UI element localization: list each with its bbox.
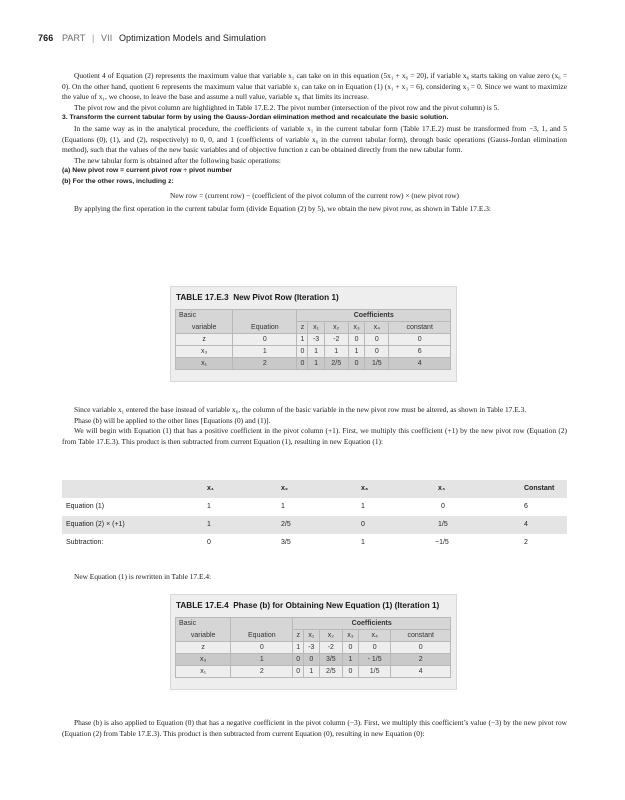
header-separator: | [91,33,95,43]
operation-b: (b) For the other rows, including z: [62,177,174,185]
paragraph: Phase (b) is also applied to Equation (0) that has a negative coefficient in the pivot column (−3). First, we multiply this coefficient’s value (−3) by the new pivot row (Equation (2) from Table 17.E.3). This product is then subtracted from current Equation (0), resulting in new Equation (0): [62,718,567,738]
col-header: x₄ [365,322,389,334]
paragraph: We will begin with Equation (1) that has a positive coefficient in the pivot column (+1). First, we multiply this coefficient (+1) by the new pivot row (Equation (2) from Table 17.E.3). This product is then subtracted from current Equation (1), resulting in new Equation (1): [62,426,567,446]
col-header: x₃ [348,322,365,334]
text-block-1 [62,71,567,215]
table-17e3 [175,309,451,370]
text-block-2 [62,405,567,447]
col-header: x₂ [324,322,348,334]
table-row-pivot: x₁ 2 0 1 2/5 0 1/5 4 [176,358,451,370]
running-header [38,33,266,43]
operation-a: (a) New pivot row = current pivot row ÷ pivot number [62,167,233,175]
header-coefficients: Coefficients [297,310,451,322]
equation-table-header [62,480,567,498]
col-header: Equation [233,322,297,334]
col-header: variable [176,322,233,334]
table-title: TABLE 17.E.3 New Pivot Row (Iteration 1) [176,293,339,302]
col-header: x₁ [207,485,214,492]
col-header: x₃ [361,485,369,492]
col-header: constant [391,630,451,642]
header-basic: Basic [176,618,231,630]
text-block-4 [62,718,567,739]
paragraph: New Equation (1) is rewritten in Table 17.E.4: [74,572,212,581]
paragraph: The new tabular form is obtained after the following basic operations: [74,155,281,165]
header-basic: Basic [176,310,233,322]
table-17e4 [175,617,451,678]
col-header: x₄ [438,485,446,492]
col-header: constant [389,322,451,334]
table-row: x₁ 2 0 1 2/5 0 1/5 4 [176,666,451,678]
equation-table [62,480,567,552]
part-number: VII [101,33,113,43]
step-heading: 3. Transform the current tabular form by using the Gauss-Jordan elimination method and recalculate the basic solution. [62,114,449,122]
col-header: x₃ [342,630,358,642]
col-header: z [297,322,308,334]
table-row-updated: x₃ 1 0 0 3/5 1 - 1/5 2 [176,654,451,666]
table-title: TABLE 17.E.4 Phase (b) for Obtaining New Equation (1) (Iteration 1) [176,601,440,610]
formula: New row = (current row) − (coefficient of the pivot column of the current row) × (new pivot row) [169,190,459,200]
paragraph: In the same way as in the analytical procedure, the coefficients of variable x₁ in the current tabular form (Table 17.E.2) must be transformed from −3, 1, and 5 (Equations (0), (1), and (2), respectively) to 0, 0, and 1 (coefficients of variable x₆ in the current tabular form), through basic operations (Gauss-Jordan elimination method), such that the values of the new basic variables and of objective function z can be obtained directly from the new tabular form. [62,123,567,155]
header-coefficients: Coefficients [293,618,451,630]
col-header: z [293,630,304,642]
paragraph: By applying the first operation in the current tabular form (divide Equation (2) by 5), we obtain the new pivot row, as shown in Table 17.E.3: [74,204,491,214]
col-header: variable [176,630,231,642]
col-header: x₁ [304,630,320,642]
col-header: Constant [524,485,555,492]
col-header: x₁ [308,322,324,334]
paragraph: The pivot row and the pivot column are highlighted in Table 17.E.2. The pivot number (intersection of the pivot row and the pivot column) is 5. [74,102,500,112]
col-header: x₂ [281,485,289,492]
table-row: z 0 1 -3 -2 0 0 0 [176,334,451,346]
paragraph: Quotient 4 of Equation (2) represents the maximum value that variable x₁ can take on in this equation (5x₁ + x₆ = 20), if variable x₆ starts taking on value zero (x₆ = 0). On the other hand, quotient 6 represents the maximum value that variable x₁ can take on in Equation (1) (x₁ + x₃ = 6), considering x₃ = 0. Since we want to maximize the value of x₁, we choose, to leave the base and assume a null value, variable x₆ that limits its increase. [62,71,567,102]
table-row: x₃ 1 0 1 1 1 0 6 [176,346,451,358]
paragraph: Phase (b) will be applied to the other lines [Equations (0) and (1)]. [74,415,271,425]
table-row: Equation (1) 1 1 1 0 6 [66,503,528,510]
table-row: Subtraction: 0 3/5 1 −1/5 2 [66,539,528,546]
chapter-title: Optimization Models and Simulation [118,33,266,43]
table-row: z 0 1 -3 -2 0 0 0 [176,642,451,654]
part-label: PART [61,33,86,43]
text-block-3 [62,572,567,583]
table-row: Equation (2) × (+1) 1 2/5 0 1/5 4 [62,516,567,534]
page-number: 766 [38,33,54,43]
col-header: Equation [231,630,293,642]
col-header: x₂ [319,630,342,642]
paragraph: Since variable x₁ entered the base instead of variable x₆, the column of the basic variable in the new pivot row must be altered, as shown in Table 17.E.3. [74,405,527,414]
col-header: x₄ [358,630,391,642]
